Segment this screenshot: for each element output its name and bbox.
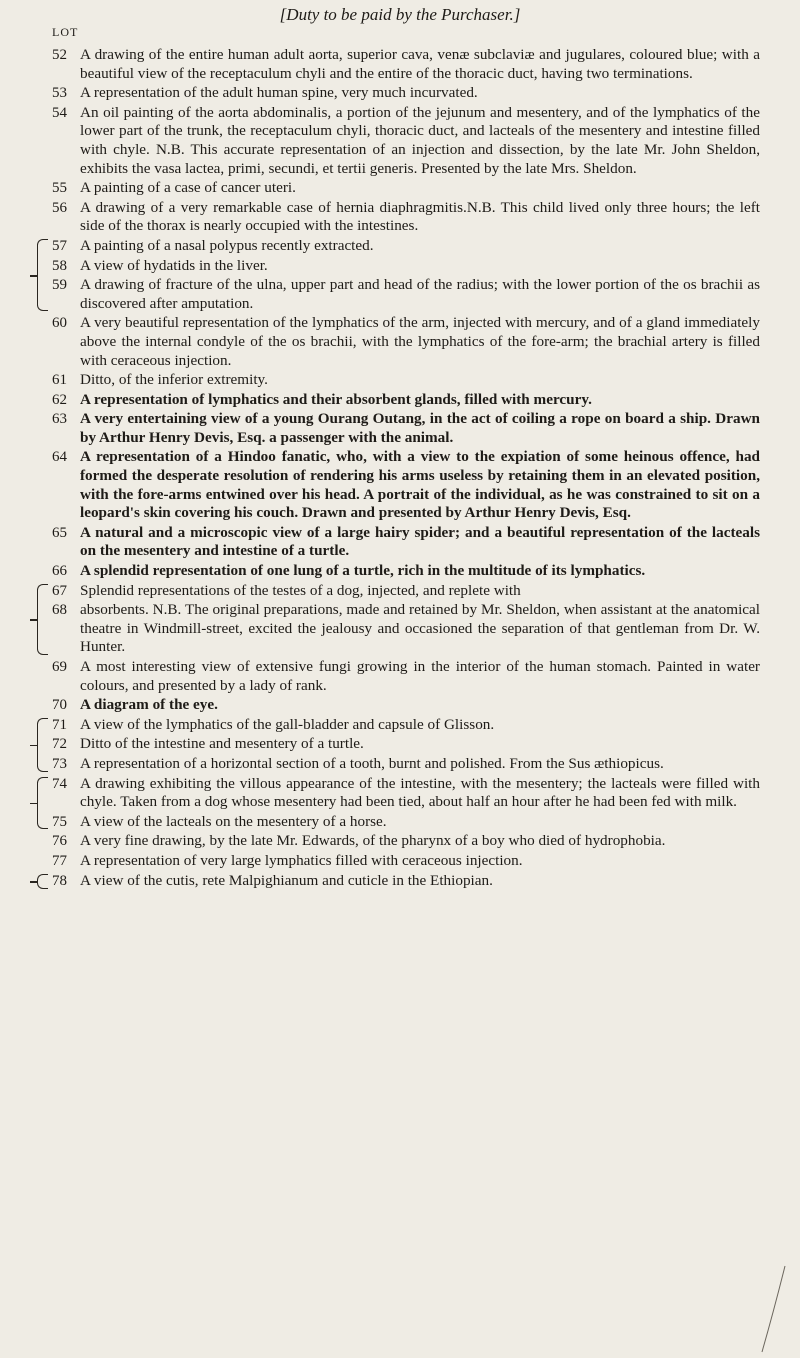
lot-number: 58 [52,257,67,274]
lot-number: 67 [52,582,67,599]
lot-entry [0,775,800,812]
lot-entry [0,84,800,103]
lot-number: 69 [52,659,67,675]
lot-description: A view of the lacteals on the mesentery of a horse. [80,812,387,830]
lot-number: 64 [52,449,67,466]
lot-description: absorbents. N.B. The original preparations, made and retained by Mr. Sheldon, when assistant at the anatomical theatre in Windmill-street, excited the jealousy and occasioned the separation of that gentleman from Dr. W. Hunter. [80,601,760,656]
lot-entry [0,716,800,735]
lot-number: 63 [52,411,67,428]
lot-entry [0,199,800,236]
lot-number: 70 [52,697,67,714]
margin-stroke-mark [758,1264,788,1354]
lot-entry [0,601,800,657]
lot-number: 77 [52,852,67,869]
lot-entry [0,872,800,891]
lot-description: A representation of a horizontal section of a tooth, burnt and polished. From the Sus æthiopicus. [80,754,664,772]
lot-entry [0,410,800,447]
lot-description: A most interesting view of extensive fungi growing in the interior of the human stomach. Painted in water colours, and presented by a lady of rank. [80,658,760,694]
lot-entry [0,371,800,390]
lot-group-brace [37,239,48,311]
lot-number: 57 [52,237,67,254]
lot-number: 78 [52,872,67,889]
lot-group-brace [37,777,48,830]
lot-description: A drawing of fracture of the ulna, upper part and head of the radius; with the lower portion of the os brachii as discovered after amputation. [80,276,760,312]
lot-group-brace [37,874,48,890]
lot-group-brace [37,718,48,772]
lot-number: 61 [52,372,67,389]
lot-entry [0,813,800,832]
lot-entry [0,391,800,410]
page-header: [Duty to be paid by the Purchaser.] [279,5,521,24]
lot-description: Ditto, of the inferior extremity. [80,371,268,389]
lot-number: 59 [52,277,67,294]
lot-entry [0,696,800,715]
lot-description: A natural and a microscopic view of a large hairy spider; and a beautiful representation of the lacteals on the mesentery and intestine of a turtle. [80,523,760,560]
lot-number: 54 [52,104,67,121]
lot-number: 74 [52,775,67,792]
lot-description: A drawing of the entire human adult aorta, superior cava, venæ subclaviæ and jugulares, coloured blue; with a beautiful view of the receptaculum chyli and the entire of the thoracic duct, having two terminations. [80,46,760,82]
lot-description: A representation of lymphatics and their absorbent glands, filled with mercury. [80,390,592,408]
lot-description: A drawing exhibiting the villous appearance of the intestine, with the mesentery; the lacteals were filled with chyle. Taken from a dog whose mesentery had been tied, about half an hour after he had been fed with milk. [80,774,760,811]
lot-number: 56 [52,199,67,216]
lot-description: A drawing of a very remarkable case of hernia diaphragmitis.N.B. This child lived only three hours; the left side of the thorax is nearly occupied with the intestines. [80,198,760,235]
lot-number: 65 [52,524,67,541]
lot-number: 72 [52,736,67,753]
lot-list [0,46,800,891]
lot-entry [0,276,800,313]
lot-description: A representation of a Hindoo fanatic, who, with a view to the expiation of some heinous offence, had formed the desperate resolution of rendering his arms useless by retaining them in an elevated position, with the fore-arms entwined over his head. A portrait of the individual, as he was constrained to sit on a leopard's skin covering his couch. Drawn and presented by Arthur Henry Devis, Esq. [80,448,760,522]
lot-number: 66 [52,563,67,580]
lot-entry [0,448,800,522]
lot-entry [0,658,800,695]
lot-entry [0,582,800,601]
lot-entry [0,237,800,256]
lot-description: A very entertaining view of a young Ourang Outang, in the act of coiling a rope on board a ship. Drawn by Arthur Henry Devis, Esq. a passenger with the animal. [80,410,760,446]
lot-entry [0,104,800,178]
lot-entry [0,735,800,754]
lot-description: A painting of a nasal polypus recently extracted. [80,236,374,254]
lot-description: A representation of the adult human spine, very much incurvated. [80,84,478,102]
lot-entry [0,179,800,198]
lot-entry [0,852,800,871]
lot-description: A representation of very large lymphatics filled with ceraceous injection. [80,851,523,869]
lot-entry [0,46,800,83]
lot-column-heading: LOT [52,25,79,39]
lot-entry [0,832,800,851]
lot-number: 71 [52,716,67,733]
lot-description: An oil painting of the aorta abdominalis, a portion of the jejunum and mesentery, and of the lymphatics of the lower part of the trunk, the receptaculum chyli, thoracic duct, and lacteals of the mesentery and intestine filled with chyle. N.B. This accurate representation of an injection and dissection, by the late Mr. John Sheldon, exhibits the vasa lactea, primi, secundi, et tertii generis. Presented by the late Mrs. Sheldon. [80,103,760,177]
lot-number: 68 [52,602,67,619]
lot-entry [0,257,800,276]
lot-description: Ditto of the intestine and mesentery of a turtle. [80,735,364,753]
lot-description: Splendid representations of the testes of a dog, injected, and replete with [80,581,521,599]
lot-entry [0,562,800,581]
lot-number: 73 [52,755,67,772]
lot-description: A splendid representation of one lung of a turtle, rich in the multitude of its lymphatics. [80,562,646,580]
lot-entry [0,524,800,561]
lot-number: 62 [52,391,67,408]
lot-description: A view of the cutis, rete Malpighianum and cuticle in the Ethiopian. [80,871,493,889]
lot-description: A diagram of the eye. [80,696,218,714]
lot-entry [0,755,800,774]
lot-entry [0,314,800,370]
lot-number: 55 [52,180,67,197]
lot-number: 76 [52,833,67,850]
lot-number: 53 [52,85,67,102]
lot-description: A very beautiful representation of the lymphatics of the arm, injected with mercury, and of a gland immediately above the internal condyle of the os brachii, with the lymphatics of the fore-arm; the brachial artery is filled with ceraceous injection. [80,314,760,369]
lot-number: 52 [52,47,67,63]
lot-group-brace [37,584,48,655]
lot-description: A view of the lymphatics of the gall-bladder and capsule of Glisson. [80,715,495,733]
lot-description: A very fine drawing, by the late Mr. Edwards, of the pharynx of a boy who died of hydrophobia. [80,832,666,850]
lot-number: 75 [52,813,67,830]
lot-description: A painting of a case of cancer uteri. [80,179,296,197]
lot-number: 60 [52,315,67,332]
lot-description: A view of hydatids in the liver. [80,256,268,274]
